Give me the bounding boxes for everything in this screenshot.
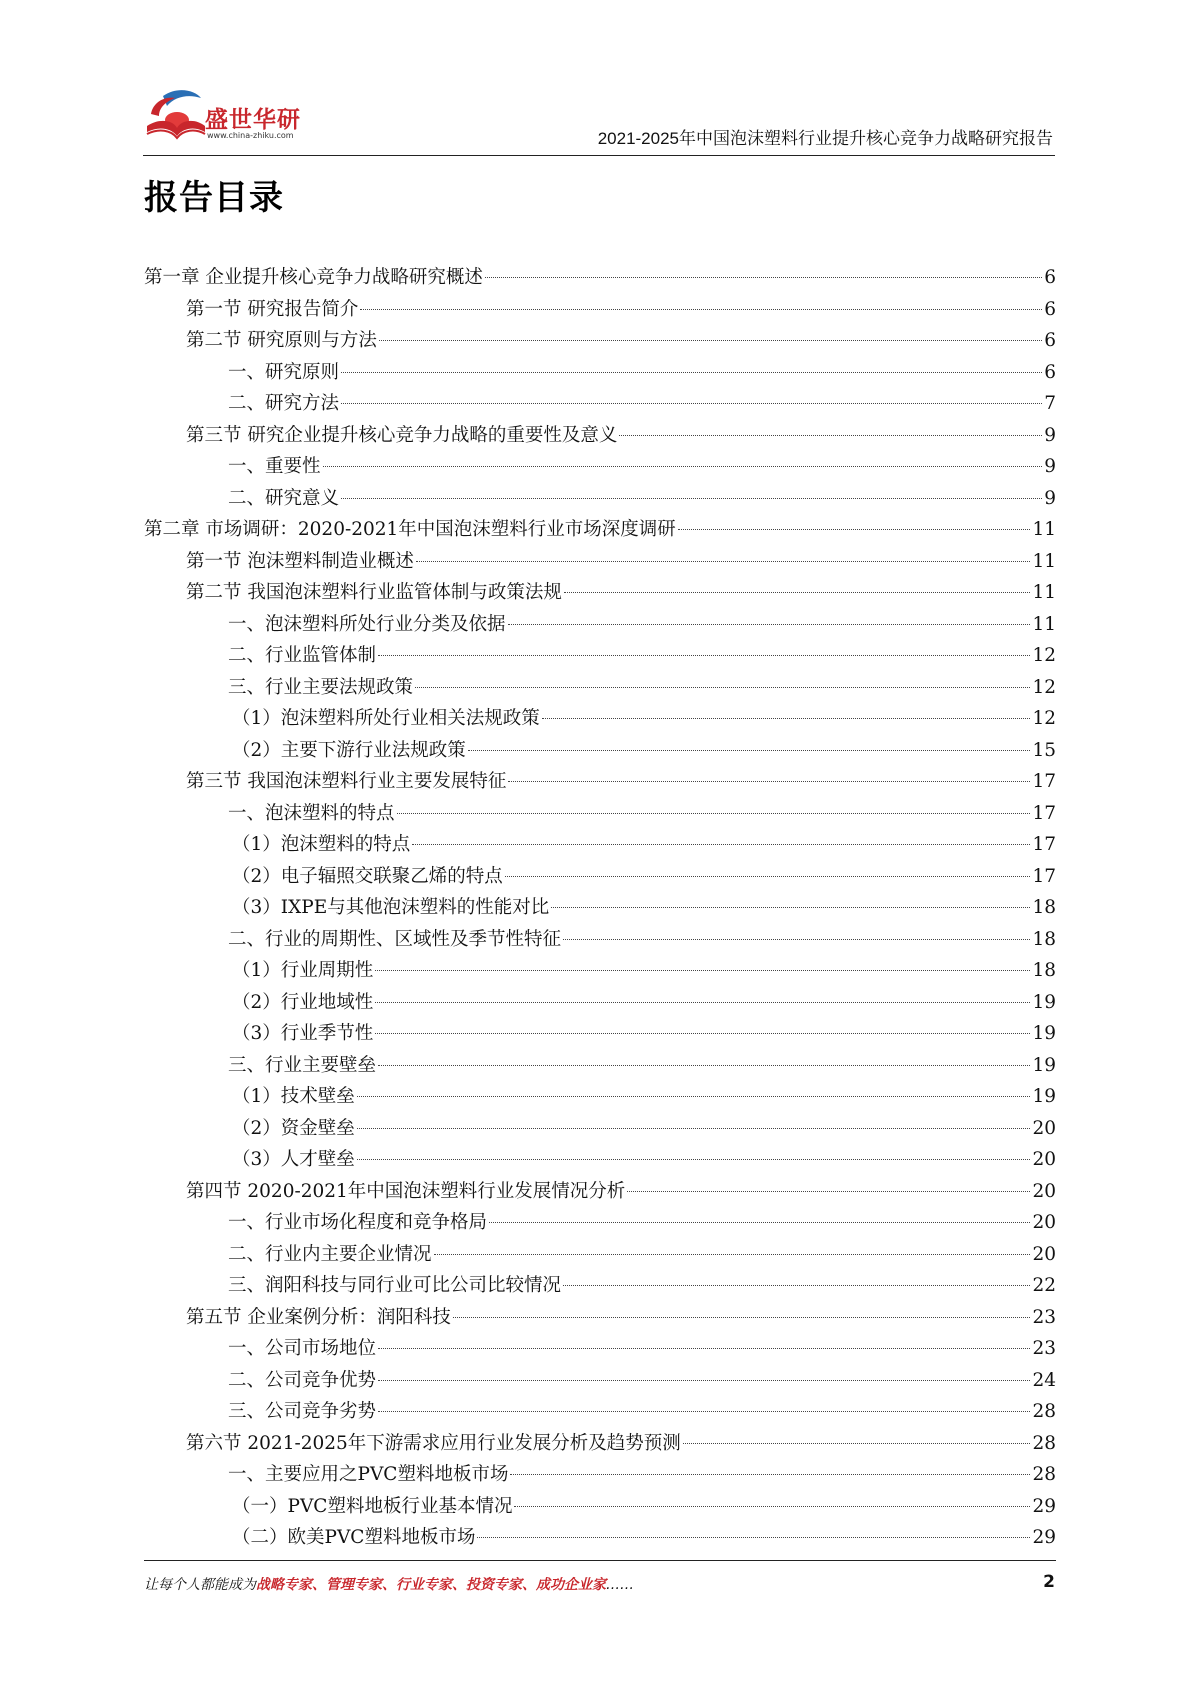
toc-dot-leader xyxy=(627,1190,1030,1192)
toc-entry-label: （二）欧美PVC塑料地板市场 xyxy=(232,1527,476,1548)
toc-entry-label: 二、研究方法 xyxy=(228,393,340,414)
toc-entry-page: 24 xyxy=(1032,1369,1056,1391)
toc-entry-label: 三、行业主要壁垒 xyxy=(228,1054,377,1076)
toc-entry[interactable] xyxy=(144,1333,1056,1365)
toc-entry-page: 12 xyxy=(1032,708,1056,729)
toc-entry-page: 19 xyxy=(1032,991,1056,1013)
toc-entry-page: 19 xyxy=(1032,1054,1056,1076)
toc-entry[interactable] xyxy=(144,1522,1056,1554)
toc-entry-page: 11 xyxy=(1032,582,1056,603)
toc-entry-label: 第六节 2021-2025年下游需求应用行业发展分析及趋势预测 xyxy=(186,1432,681,1454)
toc-entry-label: 第二节 我国泡沫塑料行业监管体制与政策法规 xyxy=(186,582,562,603)
toc-dot-leader xyxy=(563,938,1030,940)
toc-entry-label: （3）人才壁垒 xyxy=(232,1149,355,1170)
footer-slogan-suffix: …… xyxy=(606,1577,634,1593)
toc-entry-page: 19 xyxy=(1032,1086,1056,1107)
toc-entry-label: （一）PVC塑料地板行业基本情况 xyxy=(232,1495,513,1517)
toc-entry-page: 6 xyxy=(1044,267,1056,288)
logo-name: 盛世华研 xyxy=(205,107,301,133)
toc-dot-leader xyxy=(485,276,1042,278)
toc-entry-page: 6 xyxy=(1044,298,1056,320)
toc-entry[interactable] xyxy=(144,546,1056,578)
toc-entry-page: 23 xyxy=(1032,1306,1056,1328)
toc-entry[interactable] xyxy=(144,1113,1056,1145)
toc-dot-leader xyxy=(378,1064,1030,1066)
toc-entry-page: 17 xyxy=(1032,865,1056,887)
toc-entry-label: 二、公司竞争优势 xyxy=(228,1369,377,1391)
toc-dot-leader xyxy=(378,1379,1030,1381)
toc-dot-leader xyxy=(375,1001,1030,1003)
toc-dot-leader xyxy=(477,1536,1030,1538)
toc-entry[interactable] xyxy=(144,357,1056,389)
toc-entry[interactable] xyxy=(144,1270,1056,1302)
toc-entry-page: 9 xyxy=(1044,424,1056,446)
toc-entry-page: 19 xyxy=(1032,1023,1056,1044)
toc-entry-page: 20 xyxy=(1032,1212,1056,1233)
toc-entry-label: （2）资金壁垒 xyxy=(232,1117,355,1139)
toc-entry-page: 22 xyxy=(1032,1275,1056,1296)
toc-entry[interactable] xyxy=(144,451,1056,483)
toc-entry-label: （3）行业季节性 xyxy=(232,1023,374,1044)
toc-dot-leader xyxy=(551,906,1030,908)
toc-entry-label: 二、行业监管体制 xyxy=(228,645,377,666)
toc-entry-label: 一、泡沫塑料所处行业分类及依据 xyxy=(228,613,506,635)
toc-entry[interactable] xyxy=(144,609,1056,641)
toc-entry-label: 一、泡沫塑料的特点 xyxy=(228,802,395,824)
toc-dot-leader xyxy=(415,686,1030,688)
toc-entry[interactable] xyxy=(144,294,1056,326)
toc-entry[interactable] xyxy=(144,861,1056,893)
toc-dot-leader xyxy=(378,1347,1030,1349)
toc-entry-page: 20 xyxy=(1032,1180,1056,1202)
toc-entry[interactable] xyxy=(144,262,1056,294)
toc-dot-leader xyxy=(323,465,1043,467)
footer-slogan-prefix: 让每个人都能成为 xyxy=(144,1577,256,1593)
toc-entry-page: 17 xyxy=(1032,834,1056,855)
toc-entry-label: （3）IXPE与其他泡沫塑料的性能对比 xyxy=(232,897,550,918)
toc-entry-label: 三、润阳科技与同行业可比公司比较情况 xyxy=(228,1275,562,1296)
toc-entry[interactable] xyxy=(144,703,1056,735)
toc-entry[interactable] xyxy=(144,1491,1056,1523)
toc-entry-page: 15 xyxy=(1032,739,1056,761)
toc-dot-leader xyxy=(678,528,1031,530)
toc-entry[interactable] xyxy=(144,987,1056,1019)
page-title: 报告目录 xyxy=(144,178,284,218)
toc-entry-label: （1）技术壁垒 xyxy=(232,1086,355,1107)
toc-entry-page: 18 xyxy=(1032,960,1056,981)
toc-entry[interactable] xyxy=(144,672,1056,704)
toc-dot-leader xyxy=(379,339,1042,341)
toc-entry-page: 9 xyxy=(1044,487,1056,509)
toc-entry[interactable] xyxy=(144,1050,1056,1082)
toc-dot-leader xyxy=(683,1442,1031,1444)
toc-entry-page: 6 xyxy=(1044,361,1056,383)
toc-entry[interactable] xyxy=(144,798,1056,830)
toc-entry-label: 二、行业的周期性、区域性及季节性特征 xyxy=(228,928,562,950)
toc-entry[interactable] xyxy=(144,1239,1056,1271)
toc-entry-label: 第一节 泡沫塑料制造业概述 xyxy=(186,550,414,572)
page-header xyxy=(143,82,1055,162)
toc-dot-leader xyxy=(619,434,1042,436)
toc-entry-label: （1）行业周期性 xyxy=(232,960,374,981)
logo-url: www.china-zhiku.com xyxy=(207,131,294,140)
toc-entry-page: 23 xyxy=(1032,1338,1056,1359)
toc-entry-label: 第三节 研究企业提升核心竞争力战略的重要性及意义 xyxy=(186,424,618,446)
toc-dot-leader xyxy=(416,560,1031,562)
toc-entry-label: 第一章 企业提升核心竞争力战略研究概述 xyxy=(144,267,483,288)
toc-entry-label: 第三节 我国泡沫塑料行业主要发展特征 xyxy=(186,771,507,792)
toc-entry-label: 三、公司竞争劣势 xyxy=(228,1401,377,1422)
toc-entry-label: （1）泡沫塑料的特点 xyxy=(232,834,411,855)
toc-entry-page: 12 xyxy=(1032,645,1056,666)
header-divider xyxy=(143,155,1055,156)
toc-entry[interactable] xyxy=(144,388,1056,420)
toc-entry-page: 28 xyxy=(1032,1401,1056,1422)
logo-emblem-icon xyxy=(143,84,207,146)
toc-dot-leader xyxy=(542,717,1031,719)
toc-entry[interactable] xyxy=(144,1144,1056,1176)
toc-entry-page: 7 xyxy=(1044,393,1056,414)
footer-divider xyxy=(144,1560,1056,1561)
toc-entry-page: 17 xyxy=(1032,802,1056,824)
toc-dot-leader xyxy=(375,1032,1030,1034)
toc-dot-leader xyxy=(505,875,1031,877)
toc-entry-label: （2）行业地域性 xyxy=(232,991,374,1013)
toc-entry-label: （1）泡沫塑料所处行业相关法规政策 xyxy=(232,708,540,729)
toc-dot-leader xyxy=(360,308,1042,310)
toc-dot-leader xyxy=(357,1127,1031,1129)
toc-entry[interactable] xyxy=(144,1176,1056,1208)
toc-entry-page: 11 xyxy=(1032,550,1056,572)
toc-dot-leader xyxy=(341,371,1042,373)
toc-dot-leader xyxy=(563,1284,1030,1286)
toc-entry[interactable] xyxy=(144,1018,1056,1050)
toc-dot-leader xyxy=(397,812,1031,814)
toc-entry-page: 12 xyxy=(1032,676,1056,698)
footer-slogan-highlight: 战略专家、管理专家、行业专家、投资专家、成功企业家 xyxy=(256,1577,606,1593)
toc-entry[interactable] xyxy=(144,1365,1056,1397)
toc-entry-page: 28 xyxy=(1032,1464,1056,1485)
toc-dot-leader xyxy=(468,749,1031,751)
toc-entry-page: 20 xyxy=(1032,1149,1056,1170)
table-of-contents xyxy=(144,262,1056,1554)
toc-entry-label: 一、公司市场地位 xyxy=(228,1338,377,1359)
toc-entry-page: 20 xyxy=(1032,1117,1056,1139)
toc-entry[interactable] xyxy=(144,766,1056,798)
company-logo xyxy=(143,84,313,146)
toc-entry[interactable] xyxy=(144,892,1056,924)
toc-dot-leader xyxy=(341,497,1042,499)
toc-dot-leader xyxy=(378,1410,1030,1412)
toc-entry[interactable] xyxy=(144,1428,1056,1460)
toc-entry-label: （2）电子辐照交联聚乙烯的特点 xyxy=(232,865,503,887)
toc-dot-leader xyxy=(453,1316,1031,1318)
toc-dot-leader xyxy=(412,843,1030,845)
toc-dot-leader xyxy=(508,780,1030,782)
toc-dot-leader xyxy=(510,1473,1030,1475)
toc-entry-page: 28 xyxy=(1032,1432,1056,1454)
toc-dot-leader xyxy=(341,402,1042,404)
toc-entry-page: 20 xyxy=(1032,1243,1056,1265)
toc-entry[interactable] xyxy=(144,829,1056,861)
toc-entry[interactable] xyxy=(144,924,1056,956)
toc-entry[interactable] xyxy=(144,735,1056,767)
toc-entry-label: 第五节 企业案例分析：润阳科技 xyxy=(186,1306,451,1328)
toc-entry-page: 6 xyxy=(1044,330,1056,351)
toc-dot-leader xyxy=(508,623,1031,625)
toc-dot-leader xyxy=(378,654,1030,656)
toc-entry-page: 18 xyxy=(1032,928,1056,950)
toc-entry-page: 18 xyxy=(1032,897,1056,918)
toc-entry[interactable] xyxy=(144,1207,1056,1239)
toc-dot-leader xyxy=(375,969,1030,971)
toc-entry[interactable] xyxy=(144,577,1056,609)
toc-entry-label: 一、研究原则 xyxy=(228,361,340,383)
toc-entry-label: 第二章 市场调研：2020-2021年中国泡沫塑料行业市场深度调研 xyxy=(144,519,676,540)
toc-entry-page: 29 xyxy=(1032,1527,1056,1548)
toc-entry[interactable] xyxy=(144,325,1056,357)
toc-entry-label: 一、行业市场化程度和竞争格局 xyxy=(228,1212,488,1233)
toc-entry[interactable] xyxy=(144,1081,1056,1113)
toc-entry-page: 11 xyxy=(1032,613,1056,635)
toc-entry-label: 三、行业主要法规政策 xyxy=(228,676,414,698)
toc-entry-label: 一、重要性 xyxy=(228,456,321,477)
toc-entry[interactable] xyxy=(144,640,1056,672)
toc-dot-leader xyxy=(357,1158,1031,1160)
toc-entry-label: 二、研究意义 xyxy=(228,487,340,509)
toc-entry-label: 二、行业内主要企业情况 xyxy=(228,1243,432,1265)
toc-entry[interactable] xyxy=(144,955,1056,987)
report-title: 2021-2025年中国泡沫塑料行业提升核心竞争力战略研究报告 xyxy=(597,129,1053,148)
toc-dot-leader xyxy=(357,1095,1031,1097)
toc-dot-leader xyxy=(564,591,1031,593)
toc-entry-page: 29 xyxy=(1032,1495,1056,1517)
toc-entry[interactable] xyxy=(144,1396,1056,1428)
toc-dot-leader xyxy=(489,1221,1030,1223)
toc-entry-label: 第二节 研究原则与方法 xyxy=(186,330,377,351)
footer-slogan xyxy=(144,1574,634,1594)
toc-entry[interactable] xyxy=(144,514,1056,546)
toc-entry-page: 11 xyxy=(1032,519,1056,540)
toc-dot-leader xyxy=(434,1253,1031,1255)
toc-entry-label: 一、主要应用之PVC塑料地板市场 xyxy=(228,1464,509,1485)
toc-entry[interactable] xyxy=(144,1302,1056,1334)
toc-entry[interactable] xyxy=(144,1459,1056,1491)
toc-entry-label: （2）主要下游行业法规政策 xyxy=(232,739,466,761)
toc-entry-label: 第一节 研究报告简介 xyxy=(186,298,359,320)
toc-entry-page: 17 xyxy=(1032,771,1056,792)
toc-entry[interactable] xyxy=(144,420,1056,452)
toc-entry[interactable] xyxy=(144,483,1056,515)
page-number: 2 xyxy=(1043,1572,1055,1592)
toc-entry-label: 第四节 2020-2021年中国泡沫塑料行业发展情况分析 xyxy=(186,1180,626,1202)
toc-dot-leader xyxy=(514,1505,1030,1507)
toc-entry-page: 9 xyxy=(1044,456,1056,477)
